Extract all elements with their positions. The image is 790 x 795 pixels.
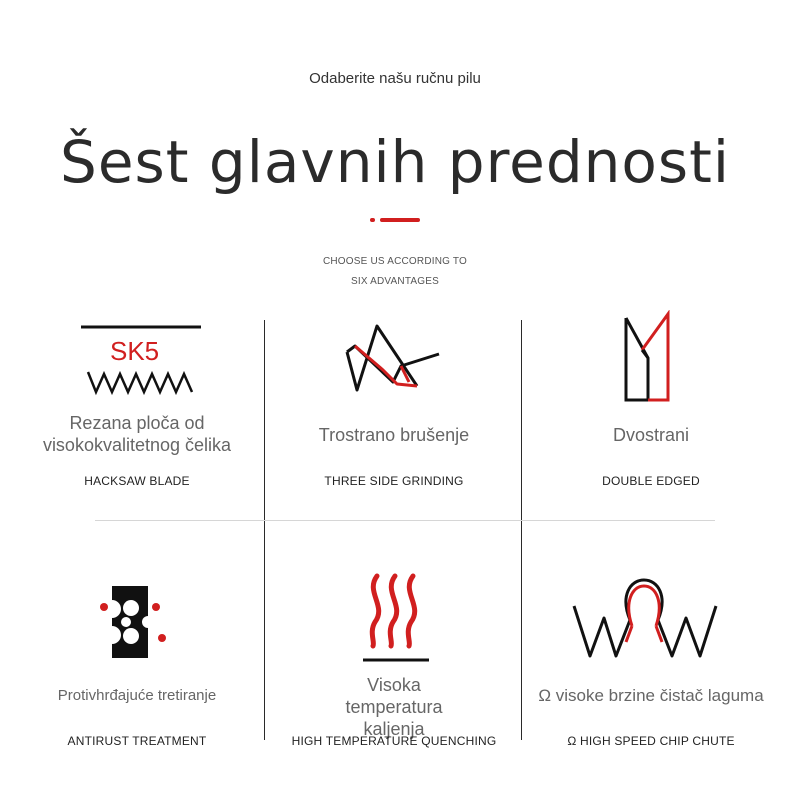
sk5-saw-icon bbox=[80, 322, 204, 398]
three-side-grinding-icon bbox=[343, 322, 443, 394]
choose-line-2: SIX ADVANTAGES bbox=[350, 276, 439, 287]
antirust-icon bbox=[98, 582, 178, 662]
sk5-icon-label: SK5 bbox=[110, 336, 160, 366]
double-edged-icon bbox=[620, 310, 674, 404]
subtitle: Odaberite našu ručnu pilu bbox=[309, 70, 481, 87]
accent-bar bbox=[380, 218, 420, 222]
choose-line-1: CHOOSE US ACCORDING TO bbox=[322, 256, 468, 267]
advantage-name: Protivhrđajuće tretiranje bbox=[57, 687, 217, 704]
grid-divider-horizontal bbox=[95, 520, 715, 521]
advantage-name: Visoka temperatura kaljenja bbox=[345, 675, 443, 739]
advantage-card-antirust bbox=[8, 560, 266, 750]
advantage-english: HACKSAW BLADE bbox=[84, 474, 190, 488]
advantage-english: THREE SIDE GRINDING bbox=[324, 474, 464, 488]
heat-quenching-icon bbox=[361, 572, 431, 664]
advantage-english: DOUBLE EDGED bbox=[602, 474, 700, 488]
advantage-card-three-side-grinding bbox=[265, 320, 523, 520]
advantage-name: Rezana ploča od visokokvalitetnog čelika bbox=[42, 413, 232, 455]
choose-caption bbox=[0, 252, 790, 292]
advantage-name: Trostrano brušenje bbox=[318, 425, 470, 445]
accent-dot bbox=[370, 218, 375, 222]
advantage-card-double-edged bbox=[522, 320, 780, 520]
chip-chute-icon bbox=[570, 576, 720, 662]
advantage-english: Ω HIGH SPEED CHIP CHUTE bbox=[567, 734, 735, 748]
advantage-english: HIGH TEMPERATURE QUENCHING bbox=[291, 734, 497, 748]
advantage-name: Dvostrani bbox=[612, 425, 690, 445]
advantage-card-hacksaw-blade bbox=[8, 320, 266, 520]
page-title: Šest glavnih prednosti bbox=[60, 128, 730, 196]
advantage-card-chip-chute bbox=[522, 560, 780, 750]
advantage-english: ANTIRUST TREATMENT bbox=[67, 734, 207, 748]
advantage-name: Ω visoke brzine čistač laguma bbox=[538, 686, 764, 705]
advantage-card-heat-quenching bbox=[265, 560, 523, 750]
